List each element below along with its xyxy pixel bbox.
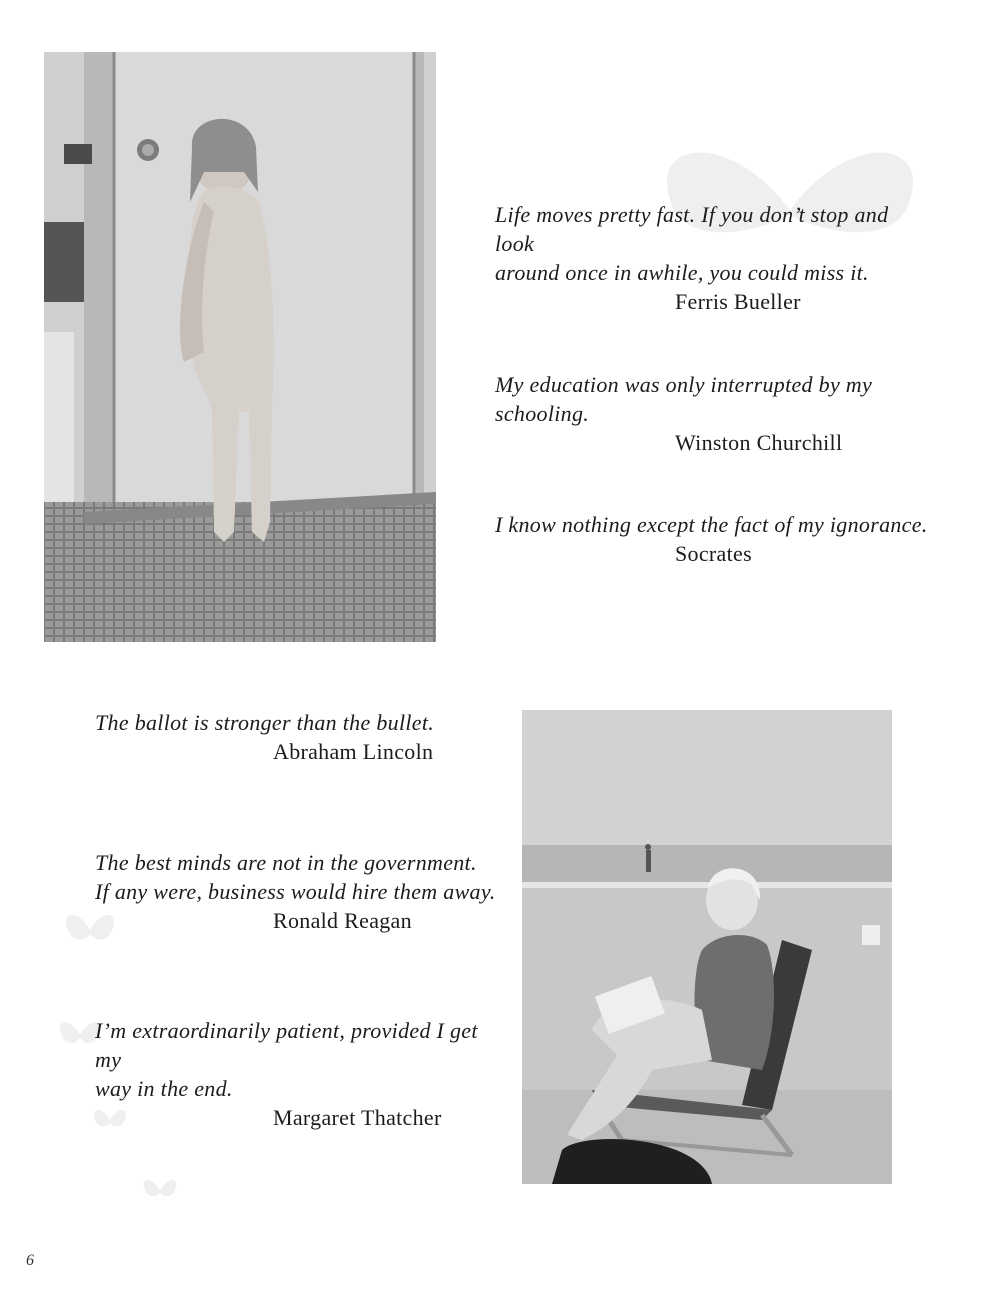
quote-abraham-lincoln xyxy=(95,708,495,766)
quote-text xyxy=(95,848,515,906)
page-number: 6 xyxy=(26,1252,34,1269)
butterfly-icon xyxy=(140,1170,180,1210)
quote-ronald-reagan xyxy=(95,848,515,935)
child-in-hallway-photo xyxy=(44,52,436,642)
quote-author: Margaret Thatcher xyxy=(273,1105,442,1130)
quote-author: Socrates xyxy=(675,541,752,566)
quote-line: I know nothing except the fact of my ignorance. xyxy=(495,512,928,537)
quote-line: Life moves pretty fast. If you don’t stop and look xyxy=(495,202,889,256)
quote-margaret-thatcher xyxy=(95,1016,505,1132)
woman-reading-on-beach-photo xyxy=(522,710,892,1184)
quote-line: My education was only interrupted by my schooling. xyxy=(495,372,873,426)
quote-line: way in the end. xyxy=(95,1076,233,1101)
quote-author: Ferris Bueller xyxy=(675,289,801,314)
quote-line: If any were, business would hire them away. xyxy=(95,879,496,904)
quote-text xyxy=(495,370,965,428)
quote-line: I’m extraordinarily patient, provided I get my xyxy=(95,1018,478,1072)
quote-text xyxy=(95,708,495,737)
quote-line: around once in awhile, you could miss it. xyxy=(495,260,869,285)
quote-line: The best minds are not in the government. xyxy=(95,850,477,875)
quote-text xyxy=(495,200,925,287)
quote-winston-churchill xyxy=(495,370,965,457)
quote-author: Abraham Lincoln xyxy=(273,739,434,764)
quote-ferris-bueller xyxy=(495,200,925,316)
quote-line: The ballot is stronger than the bullet. xyxy=(95,710,435,735)
quote-socrates xyxy=(495,510,935,568)
quote-text xyxy=(495,510,935,539)
quote-text xyxy=(95,1016,505,1103)
quote-author: Winston Churchill xyxy=(675,430,843,455)
quote-author: Ronald Reagan xyxy=(273,908,412,933)
